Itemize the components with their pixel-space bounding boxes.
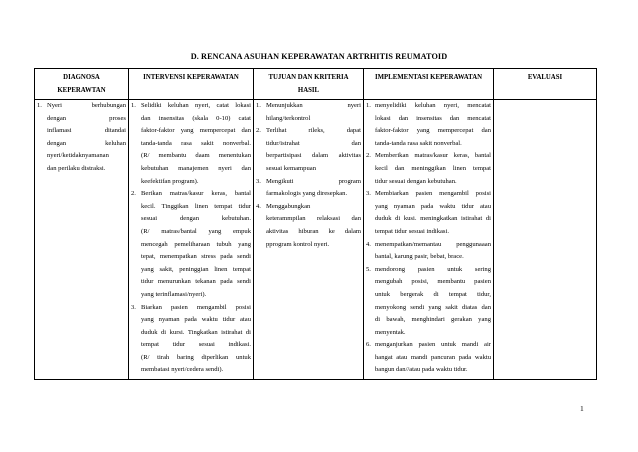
text-line: tepat, menempatkan stress pada sendi (141, 253, 251, 261)
item-text (375, 239, 491, 264)
header-tujuan-line: HASIL (297, 87, 320, 94)
text-line: inflamasi ditandai (47, 127, 126, 135)
text-line: tidur sesuai dengan kebutuhan. (375, 177, 457, 185)
item-number: 1. (131, 102, 136, 109)
text-line: yang sakit, peninggian linen tempat (141, 265, 251, 273)
text-line: di bawah, menghindari gerakan yang (375, 316, 491, 324)
text-line: Membiarkan pasien mengambil posisi (375, 190, 491, 198)
text-line: dan insensitas (skala 0-10) catat (141, 114, 251, 122)
item-number: 4. (366, 240, 371, 248)
text-line: berpartisipasi dalam aktivitas (266, 152, 361, 160)
text-line: Memberikan matras/kasur keras, bantal (375, 152, 491, 160)
cell-evaluasi (494, 100, 597, 380)
text-line: Biarkan pasien mengambil posisi (141, 303, 251, 311)
text-line: menganjurkan pasien untuk mandi air (375, 341, 491, 349)
text-line: tempat tidur sesuai indikasi. (375, 227, 449, 235)
text-line: tanda-tanda rasa sakit nonverbal. (141, 139, 251, 147)
table-row (35, 100, 597, 380)
cell-diagnosa (35, 100, 129, 380)
item-number: 1. (366, 102, 371, 109)
header-intervensi: INTERVENSI KEPERAWATAN (129, 69, 254, 100)
text-line: (R/ matras/bantal yang empuk (141, 227, 251, 235)
text-line: duduk di kusi. meningkatkan istirahat di (375, 215, 491, 223)
text-line: duduk di kursi. Tingkatkan istirahat di (141, 328, 251, 336)
text-line: Terlihat rileks, dapat (266, 127, 361, 135)
list-item (366, 239, 491, 264)
header-evaluasi: EVALUASI (494, 69, 597, 100)
text-line: sesuai kemampuan (266, 164, 316, 172)
text-line: Menggabungkan (266, 202, 311, 210)
cell-tujuan (254, 100, 364, 380)
text-line: Selidiki keluhan nyeri, catat lokasi (141, 102, 251, 109)
item-text (266, 100, 361, 125)
text-line: bangun dan//atau pada waktu tidur. (375, 366, 468, 374)
text-line: kecil. Tinggikan linen tempat tidur (141, 202, 251, 210)
item-number: 6. (366, 341, 371, 349)
text-line: faktor-faktor yang mempercepat dan (141, 127, 251, 135)
text-line: hilang/terkontrol (266, 114, 311, 122)
text-line: tanda-tanda rasa sakit nonverbal. (375, 139, 462, 147)
list-item (256, 176, 361, 201)
item-number: 3. (256, 177, 261, 185)
header-tujuan (254, 69, 364, 100)
item-text (266, 201, 361, 251)
text-line: tidur/istrahat dan (266, 139, 361, 147)
header-diagnosa-line: DIAGNOSA (63, 74, 100, 81)
text-line: keefektifan program). (141, 177, 199, 185)
text-line: kecil dan meninggikan linen tempat (375, 164, 491, 172)
text-line: farmakologis yang diresepkan. (266, 190, 348, 198)
table-header-row (35, 69, 597, 100)
item-number: 2. (131, 190, 136, 198)
item-text (375, 150, 491, 188)
text-line: untuk bergerak di tempat tidur, (375, 290, 491, 298)
item-text (266, 176, 361, 201)
list-item (366, 150, 491, 188)
text-line: yang nyaman pada waktu tidur atau (141, 316, 251, 324)
text-line: lokasi dan insensitas dan mencatat (375, 114, 491, 122)
item-text (141, 302, 251, 378)
text-line: (R/ membantu daam menentukan (141, 152, 251, 160)
text-line: Mengikuti program (266, 177, 361, 185)
item-number: 1. (256, 102, 261, 109)
item-text (141, 100, 251, 188)
text-line: keterammpilan relaksasi dan (266, 215, 361, 223)
text-line: pprogram kontrol nyeri. (266, 240, 330, 248)
item-text (47, 100, 126, 176)
item-number: 4. (256, 202, 261, 210)
header-diagnosa-line: KEPERAWTAN (57, 87, 106, 94)
list-item (256, 201, 361, 251)
list-item (256, 125, 361, 175)
text-line: mengubah posisi, membantu pasien (375, 278, 491, 286)
text-line: kebutuhan manajemen nyeri dan (141, 164, 251, 172)
text-line: (R/ tirah baring diperlikan untuk (141, 353, 251, 361)
text-line: bantal, karung pasir, bebat, brace. (375, 253, 464, 261)
item-number: 3. (366, 190, 371, 198)
text-line: dan perilaku distraksi. (47, 164, 106, 172)
text-line: dengan proses (47, 114, 126, 122)
text-line: menempatkan/memantau penggunaaan (375, 240, 491, 248)
text-line: faktor-faktor yang mempercepat dan (375, 127, 491, 135)
text-line: tempat tidur sesuai indikasi. (141, 341, 251, 349)
page-title: D. RENCANA ASUHAN KEPERAWATAN ARTRHITIS REUMATOID (190, 52, 448, 61)
item-text (266, 125, 361, 175)
text-line: yang nyaman pada waktu tidur atau (375, 202, 491, 210)
text-line: Nyeri berhubungan (47, 102, 126, 109)
list-item (131, 100, 251, 188)
item-number: 5. (366, 265, 371, 273)
header-implementasi: IMPLEMENTASI KEPERAWATAN (364, 69, 494, 100)
text-line: nyeri/ketidaknyamanan (47, 152, 109, 160)
text-line: dengan keluhan (47, 139, 126, 147)
list-item (366, 264, 491, 340)
list-item (256, 100, 361, 125)
list-item (131, 188, 251, 301)
list-item (366, 188, 491, 238)
care-plan-table (34, 68, 597, 380)
text-line: mencegah pemeliharaan tubuh yang (141, 240, 251, 248)
text-line: sesuai dengan kebutuhan. (141, 215, 251, 223)
text-line: yang terinflamasi/nyeri). (141, 290, 207, 298)
header-diagnosa (35, 69, 129, 100)
cell-intervensi (129, 100, 254, 380)
item-number: 3. (131, 303, 136, 311)
item-text (375, 339, 491, 377)
text-line: menyentak. (375, 328, 406, 336)
text-line: tidur menurunkan tekanan pada sendi (141, 278, 251, 286)
text-line: aktivitas hiburan ke dalam (266, 227, 361, 235)
item-text (141, 188, 251, 301)
list-item (366, 339, 491, 377)
item-number: 1. (37, 102, 42, 109)
text-line: menyokong sendi yang sakit diatas dan (375, 303, 491, 311)
item-text (375, 100, 491, 150)
list-item (131, 302, 251, 378)
page-number: 1 (580, 404, 584, 413)
text-line: membatasi nyeri/cedera sendi). (141, 366, 224, 374)
text-line: hangat atau mandi pancuran pada waktu (375, 353, 491, 361)
text-line: menyelidiki keluhan nyeri, mencatat (375, 102, 491, 109)
list-item (37, 100, 126, 176)
item-number: 2. (366, 152, 371, 160)
item-text (375, 264, 491, 340)
header-tujuan-line: TUJUAN DAN KRITERIA (268, 74, 349, 81)
item-number: 2. (256, 127, 261, 135)
text-line: Berikan matras/kasur keras, bantal (141, 190, 251, 198)
text-line: mendorong pasien untuk sering (375, 265, 491, 273)
list-item (366, 100, 491, 150)
text-line: Menunjukkan nyeri (266, 102, 361, 109)
cell-implementasi (364, 100, 494, 380)
item-text (375, 188, 491, 238)
